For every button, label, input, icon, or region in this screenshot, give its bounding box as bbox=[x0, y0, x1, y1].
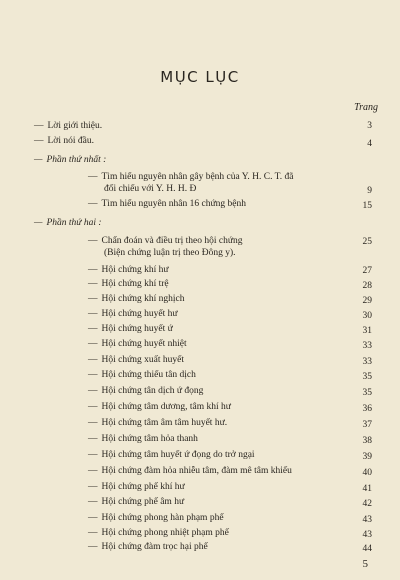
entry-page: 4 bbox=[367, 139, 372, 149]
toc-entry bbox=[88, 528, 229, 539]
entry-text: Hội chứng đàm hỏa nhiễu tâm, đàm mê tâm khiếu bbox=[101, 466, 292, 476]
toc-entry bbox=[88, 279, 169, 290]
toc-entry bbox=[34, 136, 94, 147]
dash: — bbox=[88, 513, 98, 523]
entry-page: 33 bbox=[362, 341, 372, 351]
entry-page: 41 bbox=[362, 484, 372, 494]
entry-page: 35 bbox=[362, 372, 372, 382]
entry-text: Chẩn đoán và điều trị theo hội chứng bbox=[101, 236, 243, 246]
dash: — bbox=[88, 236, 98, 246]
dash: — bbox=[88, 466, 98, 476]
dash: — bbox=[88, 309, 98, 319]
toc-entry bbox=[88, 418, 227, 429]
dash: — bbox=[88, 265, 98, 275]
entry-page: 27 bbox=[362, 266, 372, 276]
entry-page: 37 bbox=[362, 420, 372, 430]
dash: — bbox=[88, 339, 98, 349]
dash: — bbox=[88, 482, 98, 492]
toc-entry bbox=[88, 309, 178, 320]
entry-text: Tìm hiểu nguyên nhân 16 chứng bệnh bbox=[101, 199, 246, 209]
entry-page: 35 bbox=[362, 388, 372, 398]
entry-page: 9 bbox=[367, 186, 372, 196]
entry-page: 29 bbox=[362, 296, 372, 306]
entry-text: Phần thứ nhất : bbox=[46, 155, 107, 165]
dash: — bbox=[34, 155, 43, 165]
dash: — bbox=[88, 434, 98, 444]
entry-page: 43 bbox=[362, 530, 372, 540]
toc-entry bbox=[88, 294, 185, 305]
dash: — bbox=[34, 218, 43, 228]
dash: — bbox=[88, 324, 98, 334]
entry-text: Phần thứ hai : bbox=[46, 218, 102, 228]
dash: — bbox=[88, 528, 98, 538]
toc-entry bbox=[88, 386, 203, 397]
dash: — bbox=[88, 542, 98, 552]
entry-page: 30 bbox=[362, 311, 372, 321]
entry-text: Hội chứng phong nhiệt phạm phế bbox=[101, 528, 229, 538]
dash: — bbox=[88, 294, 98, 304]
toc-entry bbox=[88, 482, 185, 493]
entry-page: 25 bbox=[362, 237, 372, 247]
dash: — bbox=[88, 402, 98, 412]
entry-page: 44 bbox=[362, 544, 372, 554]
entry-page: 15 bbox=[362, 201, 372, 211]
dash: — bbox=[34, 136, 44, 146]
entry-page: 33 bbox=[362, 357, 372, 367]
dash: — bbox=[88, 450, 98, 460]
page-number: 5 bbox=[362, 558, 368, 570]
entry-text: Hội chứng huyết nhiệt bbox=[101, 339, 187, 349]
toc-entry bbox=[88, 466, 292, 477]
entry-text: Hội chứng phế âm hư bbox=[101, 497, 185, 507]
entry-page: 43 bbox=[362, 515, 372, 525]
entry-text: Hội chứng tâm âm tâm huyết hư. bbox=[101, 418, 228, 428]
page-title: MỤC LỤC bbox=[160, 68, 240, 86]
entry-text: Hội chứng tân dịch ứ đọng bbox=[101, 386, 204, 396]
toc-entry bbox=[88, 542, 208, 553]
entry-text: Hội chứng khí hư bbox=[101, 265, 169, 275]
section-heading bbox=[34, 155, 106, 166]
section-heading bbox=[34, 218, 102, 229]
toc-entry bbox=[88, 513, 224, 524]
entry-text: Hội chứng phong hàn phạm phế bbox=[101, 513, 224, 523]
entry-text: Hội chứng phế khí hư bbox=[101, 482, 185, 492]
page-column-label: Trang bbox=[354, 102, 378, 113]
dash: — bbox=[88, 418, 98, 428]
toc-entry bbox=[88, 324, 173, 335]
toc-entry bbox=[34, 121, 102, 132]
dash: — bbox=[88, 199, 98, 209]
toc-entry bbox=[88, 402, 231, 413]
entry-page: 36 bbox=[362, 404, 372, 414]
entry-page: 28 bbox=[362, 281, 372, 291]
entry-text: Hội chứng đàm trọc hại phế bbox=[101, 542, 208, 552]
entry-text: Tìm hiểu nguyên nhân gây bệnh của Y. H. C. T. đã bbox=[101, 172, 294, 182]
entry-text: Hội chứng tâm huyết ứ đọng do trở ngại bbox=[101, 450, 255, 460]
entry-page: 38 bbox=[362, 436, 372, 446]
toc-entry bbox=[88, 339, 187, 350]
entry-text: Hội chứng khí trệ bbox=[101, 279, 169, 289]
entry-text: Hội chứng thiếu tân dịch bbox=[101, 370, 196, 380]
entry-page: 40 bbox=[362, 468, 372, 478]
entry-text: Hội chứng tâm dương, tâm khí hư bbox=[101, 402, 231, 412]
toc-entry bbox=[88, 172, 294, 183]
entry-text: Hội chứng khí nghịch bbox=[101, 294, 185, 304]
dash: — bbox=[34, 121, 44, 131]
dash: — bbox=[88, 497, 98, 507]
entry-page: 39 bbox=[362, 452, 372, 462]
toc-entry bbox=[88, 497, 184, 508]
toc-entry bbox=[88, 265, 169, 276]
entry-page: 42 bbox=[362, 499, 372, 509]
entry-text: Lời giới thiệu. bbox=[47, 121, 103, 131]
entry-text: Lời nói đầu. bbox=[47, 136, 94, 146]
toc-entry bbox=[88, 355, 184, 366]
entry-page: 3 bbox=[367, 121, 372, 131]
toc-entry bbox=[88, 199, 246, 210]
toc-entry bbox=[88, 450, 255, 461]
toc-entry bbox=[88, 370, 196, 381]
entry-page: 31 bbox=[362, 326, 372, 336]
dash: — bbox=[88, 386, 98, 396]
dash: — bbox=[88, 370, 98, 380]
entry-text: Hội chứng tâm hỏa thanh bbox=[101, 434, 198, 444]
dash: — bbox=[88, 172, 98, 182]
dash: — bbox=[88, 355, 98, 365]
entry-text: Hội chứng huyết hư bbox=[101, 309, 178, 319]
toc-entry bbox=[88, 236, 243, 247]
toc-entry-cont: đối chiếu với Y. H. H. Đ bbox=[104, 184, 197, 194]
entry-text: Hội chứng huyết ứ bbox=[101, 324, 173, 334]
dash: — bbox=[88, 279, 98, 289]
toc-entry-cont: (Biện chứng luận trị theo Đông y). bbox=[104, 248, 236, 258]
entry-text: Hội chứng xuất huyết bbox=[101, 355, 184, 365]
toc-entry bbox=[88, 434, 198, 445]
